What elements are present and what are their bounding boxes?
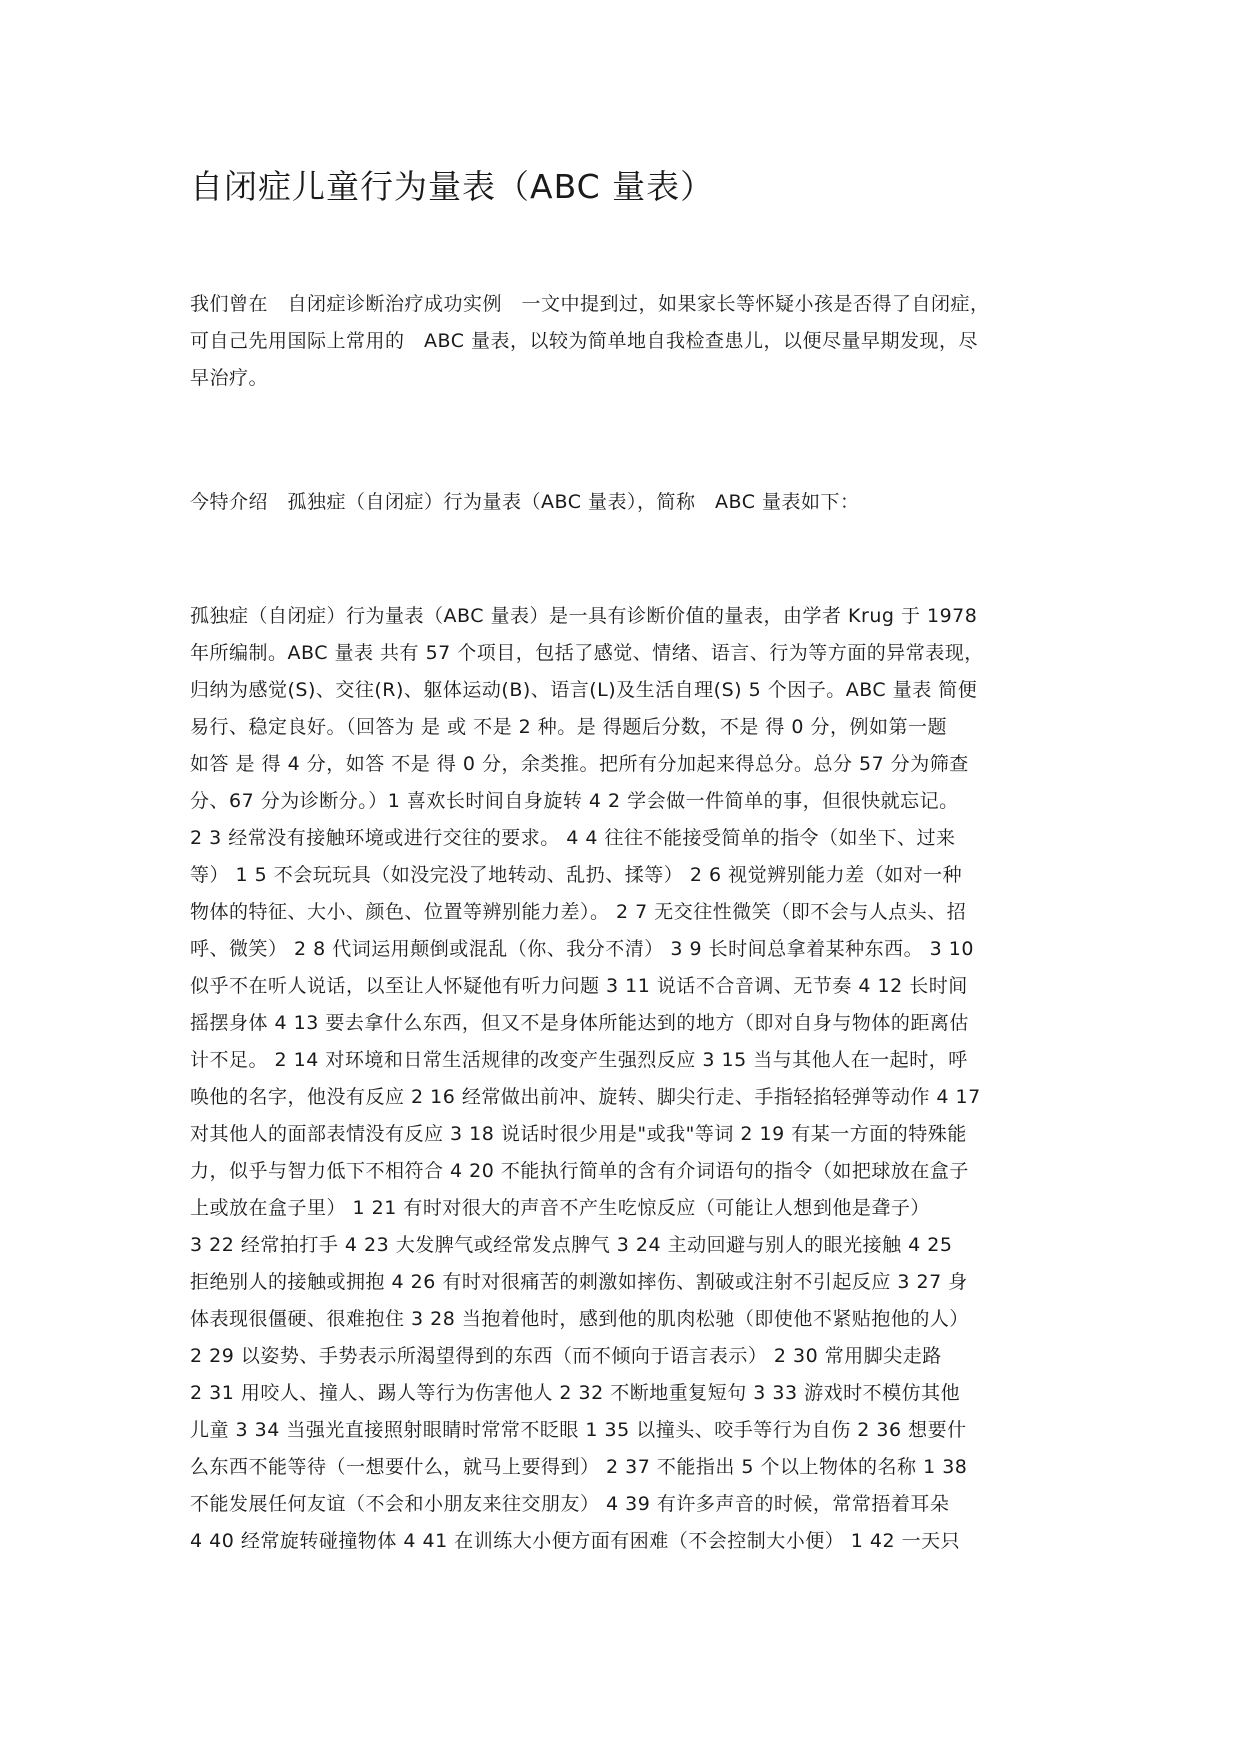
body-line: 不能发展任何友谊（不会和小朋友来往交朋友） 4 39 有许多声音的时候，常常捂着耳朵 (190, 1493, 950, 1515)
lead-paragraph: 今特介绍 孤独症（自闭症）行为量表（ABC 量表），简称 ABC 量表如下： (190, 491, 860, 513)
body-line: 上或放在盒子里） 1 21 有时对很大的声音不产生吃惊反应（可能让人想到他是聋子） (190, 1197, 930, 1219)
body-line: 2 29 以姿势、手势表示所渴望得到的东西（而不倾向于语言表示） 2 30 常用脚尖走路 (190, 1345, 942, 1367)
body-line: 年所编制。ABC 量表 共有 57 个项目，包括了感觉、情绪、语言、行为等方面的异常表现， (190, 642, 984, 664)
body-line: 儿童 3 34 当强光直接照射眼睛时常常不眨眼 1 35 以撞头、咬手等行为自伤 2 36 想要什 (190, 1419, 967, 1441)
body-line: 易行、稳定良好。（回答为 是 或 不是 2 种。是 得题后分数，不是 得 0 分，例如第一题 (190, 716, 948, 738)
body-line: 拒绝别人的接触或拥抱 4 26 有时对很痛苦的刺激如摔伤、割破或注射不引起反应 3 27 身 (190, 1271, 968, 1293)
body-line: 2 3 经常没有接触环境或进行交往的要求。 4 4 往往不能接受简单的指令（如坐下、过来 (190, 827, 956, 849)
body-line: 似乎不在听人说话，以至让人怀疑他有听力问题 3 11 说话不合音调、无节奏 4 12 长时间 (190, 975, 968, 997)
body-line: 呼、微笑） 2 8 代词运用颠倒或混乱（你、我分不清） 3 9 长时间总拿着某种东西。 3 10 (190, 938, 974, 960)
intro-line: 我们曾在 自闭症诊断治疗成功实例 一文中提到过，如果家长等怀疑小孩是否得了自闭症， (190, 293, 990, 315)
body-line: 计不足。 2 14 对环境和日常生活规律的改变产生强烈反应 3 15 当与其他人在一起时，呼 (190, 1049, 968, 1071)
body-line: 等） 1 5 不会玩玩具（如没完没了地转动、乱扔、揉等） 2 6 视觉辨别能力差（如对一种 (190, 864, 963, 886)
body-line: 孤独症（自闭症）行为量表（ABC 量表）是一具有诊断价值的量表，由学者 Krug 于 1978 (190, 605, 978, 627)
body-line: 物体的特征、大小、颜色、位置等辨别能力差）。 2 7 无交往性微笑（即不会与人点头、招 (190, 901, 967, 923)
body-line: 么东西不能等待（一想要什么，就马上要得到） 2 37 不能指出 5 个以上物体的名称 1 38 (190, 1456, 968, 1478)
body-line: 唤他的名字，他没有反应 2 16 经常做出前冲、旋转、脚尖行走、手指轻掐轻弹等动作 4 17 (190, 1086, 981, 1108)
page-title: 自闭症儿童行为量表（ABC 量表） (190, 167, 715, 206)
body-line: 4 40 经常旋转碰撞物体 4 41 在训练大小便方面有困难（不会控制大小便） 1 42 一天只 (190, 1530, 961, 1552)
body-line: 3 22 经常拍打手 4 23 大发脾气或经常发点脾气 3 24 主动回避与别人的眼光接触 4 25 (190, 1234, 953, 1256)
intro-line: 可自己先用国际上常用的 ABC 量表，以较为简单地自我检查患儿，以便尽量早期发现，尽 (190, 330, 979, 352)
body-line: 摇摆身体 4 13 要去拿什么东西，但又不是身体所能达到的地方（即对自身与物体的距离估 (190, 1012, 969, 1034)
body-line: 归纳为感觉(S)、交往(R)、躯体运动(B)、语言(L)及生活自理(S) 5 个因子。ABC 量表 简便 (190, 679, 978, 701)
body-line: 2 31 用咬人、撞人、踢人等行为伤害他人 2 32 不断地重复短句 3 33 游戏时不模仿其他 (190, 1382, 961, 1404)
body-line: 力，似乎与智力低下不相符合 4 20 不能执行简单的含有介词语句的指令（如把球放在盒子 (190, 1160, 969, 1182)
body-line: 分、67 分为诊断分。）1 喜欢长时间自身旋转 4 2 学会做一件简单的事，但很快就忘记。 (190, 790, 959, 812)
body-line: 对其他人的面部表情没有反应 3 18 说话时很少用是"或我"等词 2 19 有某一方面的特殊能 (190, 1123, 967, 1145)
body-line: 如答 是 得 4 分，如答 不是 得 0 分，余类推。把所有分加起来得总分。总分 57 分为筛查 (190, 753, 969, 775)
body-line: 体表现很僵硬、很难抱住 3 28 当抱着他时，感到他的肌肉松驰（即使他不紧贴抱他的人） (190, 1308, 969, 1330)
intro-line: 早治疗。 (190, 367, 269, 389)
